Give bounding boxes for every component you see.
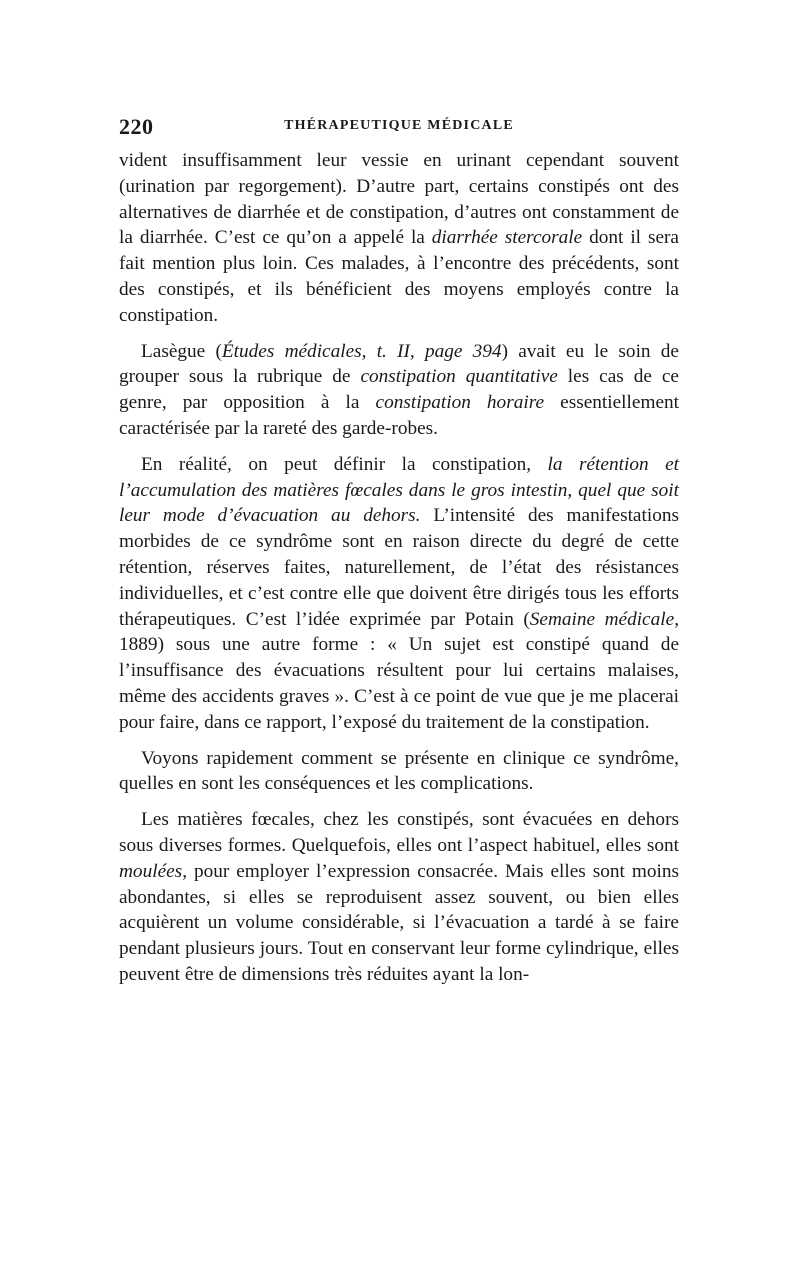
text-run: essentiellement caractérisée par la rareté des garde-robes. — [119, 392, 679, 439]
text-run: dont il sera fait mention plus loin. Ces malades, à l’encontre des précédents, sont des constipés, et ils bénéficient des moyens employés contre la constipation. — [119, 227, 679, 326]
text-run: En réalité, on peut définir la constipation, — [141, 453, 548, 475]
page-header — [119, 114, 679, 144]
text-run: Les matières fœcales, chez les constipés, sont évacuées en dehors sous diverses formes. Quelquefois, elles ont l’aspect habituel, elles sont — [119, 809, 679, 856]
text-run: , 1889) sous une autre forme : « Un sujet est constipé quand de l’insuffisance des évacuations résultent pour lui certains malaises, même des accidents graves ». C’est à ce point de vue que je me placerai pour faire, dans ce rapport, l’exposé du traitement de la constipation. — [119, 608, 680, 733]
italic-run: constipation quantitative — [360, 366, 558, 388]
italic-run: Études médicales, t. II, page 394 — [221, 340, 502, 362]
text-run: les cas de ce genre, par opposition à la — [119, 366, 679, 414]
text-run: vident insuffisamment leur vessie en urinant cependant souvent (urination par regorgement). D’autre part, certains constipés ont des alternatives de diarrhée et de constipation, d’autres ont constamment de la diarrhée. C’est ce qu’on a appelé la — [119, 150, 679, 249]
body-text — [119, 148, 679, 988]
paragraph — [119, 807, 679, 988]
paragraph — [119, 148, 679, 329]
text-run: Lasègue ( — [141, 340, 222, 362]
italic-run: moulées — [119, 860, 183, 882]
italic-run: diarrhée stercorale — [431, 227, 583, 249]
running-head: THÉRAPEUTIQUE MÉDICALE — [284, 118, 514, 133]
italic-run: constipation horaire — [375, 392, 545, 414]
paragraph — [119, 339, 679, 442]
paragraph — [119, 746, 679, 798]
paragraph — [119, 452, 679, 736]
italic-run: Semaine médicale — [529, 608, 675, 630]
page-number: 220 — [119, 114, 154, 139]
text-run: Voyons rapidement comment se présente en clinique ce syndrôme, quelles en sont les conséquences et les complications. — [119, 747, 679, 795]
text-run: , pour employer l’expression consacrée. Mais elles sont moins abondantes, si elles se reproduisent assez souvent, ou bien elles acquièrent un volume considérable, si l’évacuation a tardé à se faire pendant plusieurs jours. Tout en conservant leur forme cylindrique, elles peuvent être de dimensions très réduites ayant la lon- — [119, 860, 679, 985]
text-run: L’intensité des manifestations morbides de ce syndrôme sont en raison directe du degré de cette rétention, réserves faites, naturellement, de l’état des résistances individuelles, et c’est contre elle que doivent être dirigés tous les efforts thérapeutiques. C’est l’idée exprimée par Potain ( — [119, 505, 679, 630]
italic-run: la rétention et l’accumulation des matières fœcales dans le gros intestin, quel que soit leur mode d’évacuation au dehors. — [119, 453, 679, 527]
text-run: ) avait eu le soin de grouper sous la rubrique de — [119, 340, 679, 388]
book-page — [119, 114, 679, 998]
